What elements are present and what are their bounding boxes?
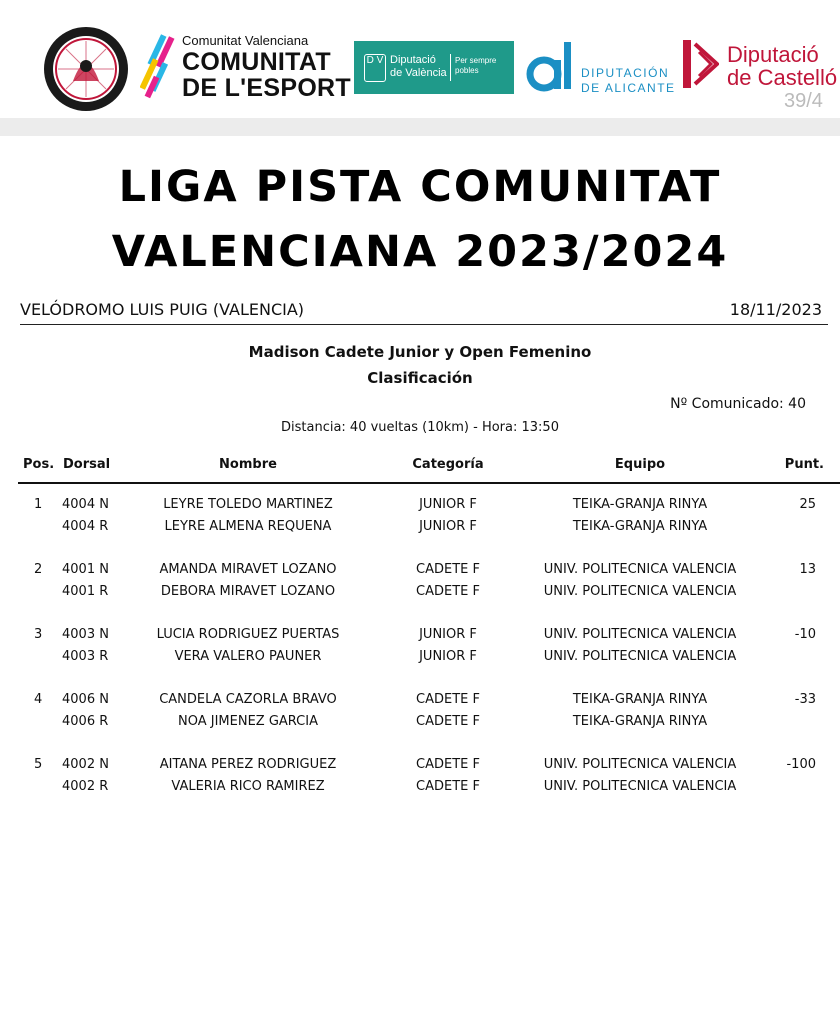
category-cell: JUNIOR F [419,497,477,512]
alicante-text [581,66,676,96]
dorsal-cell: 4004 N [62,497,109,512]
team-cell: UNIV. POLITECNICA VALENCIA [543,562,737,577]
dv-tagline-line1: Per sempre [455,56,497,65]
communique-number: Nº Comunicado: 40 [670,396,806,412]
category-cell: CADETE F [416,692,480,707]
position-cell: 2 [34,562,43,577]
position-cell: 1 [34,497,43,512]
dorsal-cell: 4002 R [62,779,109,794]
dorsal-cell: 4006 N [62,692,109,707]
dv-name [390,54,447,80]
esport-stripes-icon [140,32,180,102]
esport-title-line1: COMUNITAT [182,48,331,76]
header-categoria: Categoría [412,457,484,472]
esport-region-text: Comunitat Valenciana [182,33,309,48]
dorsal-cell: 4006 R [62,714,109,729]
rider-name-cell: LEYRE ALMENA REQUENA [164,519,332,534]
header-divider-band [0,118,840,136]
dorsal-cell: 4002 N [62,757,109,772]
alicante-line2: DE ALICANTE [581,81,676,95]
dv-divider [450,54,451,81]
category-cell: JUNIOR F [419,519,477,534]
dv-mark-icon: D V [364,54,386,82]
category-cell: JUNIOR F [419,649,477,664]
distance-info: Distancia: 40 vueltas (10km) - Hora: 13:50 [281,420,559,435]
points-cell: -10 [794,627,816,642]
position-cell: 3 [34,627,43,642]
category-cell: CADETE F [416,757,480,772]
position-cell: 4 [34,692,43,707]
header-dorsal: Dorsal [63,457,111,472]
diputacio-valencia-logo [354,41,514,94]
rider-name-cell: AITANA PEREZ RODRIGUEZ [159,757,337,772]
federacio-ciclisme-logo [43,26,129,112]
dv-tagline [455,56,496,76]
points-cell: -33 [794,692,816,707]
points-cell: 25 [799,497,816,512]
rider-name-cell: DEBORA MIRAVET LOZANO [160,584,336,599]
dorsal-cell: 4001 R [62,584,109,599]
dorsal-cell: 4004 R [62,519,109,534]
comunitat-esport-logo [140,32,351,104]
rider-name-cell: LUCIA RODRIGUEZ PUERTAS [156,627,340,642]
team-cell: UNIV. POLITECNICA VALENCIA [543,649,737,664]
rider-name-cell: NOA JIMENEZ GARCIA [178,714,318,729]
dorsal-cell: 4003 R [62,649,109,664]
team-cell: TEIKA-GRANJA RINYA [572,497,708,512]
rider-name-cell: VERA VALERO PAUNER [174,649,322,664]
points-cell: -100 [786,757,816,772]
venue: VELÓDROMO LUIS PUIG (VALENCIA) [20,300,305,319]
rider-name-cell: CANDELA CAZORLA BRAVO [159,692,337,707]
rider-name-cell: VALERIA RICO RAMIREZ [171,779,325,794]
header-pos: Pos. [23,457,55,472]
dorsal-cell: 4003 N [62,627,109,642]
points-cell: 13 [799,562,816,577]
page-indicator: 39/4 [784,90,823,112]
event-name: Madison Cadete Junior y Open Femenino [248,343,592,361]
page-title-line1: LIGA PISTA COMUNITAT [118,162,722,212]
dv-name-line2: de València [390,67,447,79]
page-title-line2: VALENCIANA 2023/2024 [111,227,729,277]
rider-name-cell: LEYRE TOLEDO MARTINEZ [163,497,333,512]
event-date: 18/11/2023 [729,300,822,319]
sponsor-header [0,0,840,118]
category-cell: CADETE F [416,714,480,729]
team-cell: UNIV. POLITECNICA VALENCIA [543,757,737,772]
dv-tagline-line2: pobles [455,66,479,75]
team-cell: UNIV. POLITECNICA VALENCIA [543,584,737,599]
position-cell: 5 [34,757,43,772]
team-cell: TEIKA-GRANJA RINYA [572,714,708,729]
castello-line2: de Castelló [727,65,838,90]
esport-title-line2: DE L'ESPORT [182,74,351,102]
dorsal-cell: 4001 N [62,562,109,577]
venue-divider [20,324,828,325]
classification-heading: Clasificación [367,369,473,387]
team-cell: UNIV. POLITECNICA VALENCIA [543,627,737,642]
rider-name-cell: AMANDA MIRAVET LOZANO [159,562,337,577]
category-cell: CADETE F [416,584,480,599]
category-cell: JUNIOR F [419,627,477,642]
header-nombre: Nombre [219,457,277,472]
dv-name-line1: Diputació [390,54,436,66]
team-cell: UNIV. POLITECNICA VALENCIA [543,779,737,794]
alicante-a-icon [524,40,572,96]
category-cell: CADETE F [416,562,480,577]
alicante-line1: DIPUTACIÓN [581,66,670,80]
castello-stripes-icon [683,40,719,88]
category-cell: CADETE F [416,779,480,794]
castello-line1: Diputació [727,42,819,67]
team-cell: TEIKA-GRANJA RINYA [572,519,708,534]
header-puntos: Punt. [784,457,824,472]
header-equipo: Equipo [614,457,666,472]
team-cell: TEIKA-GRANJA RINYA [572,692,708,707]
diputacion-alicante-logo [524,40,676,98]
table-header-divider [18,482,840,484]
